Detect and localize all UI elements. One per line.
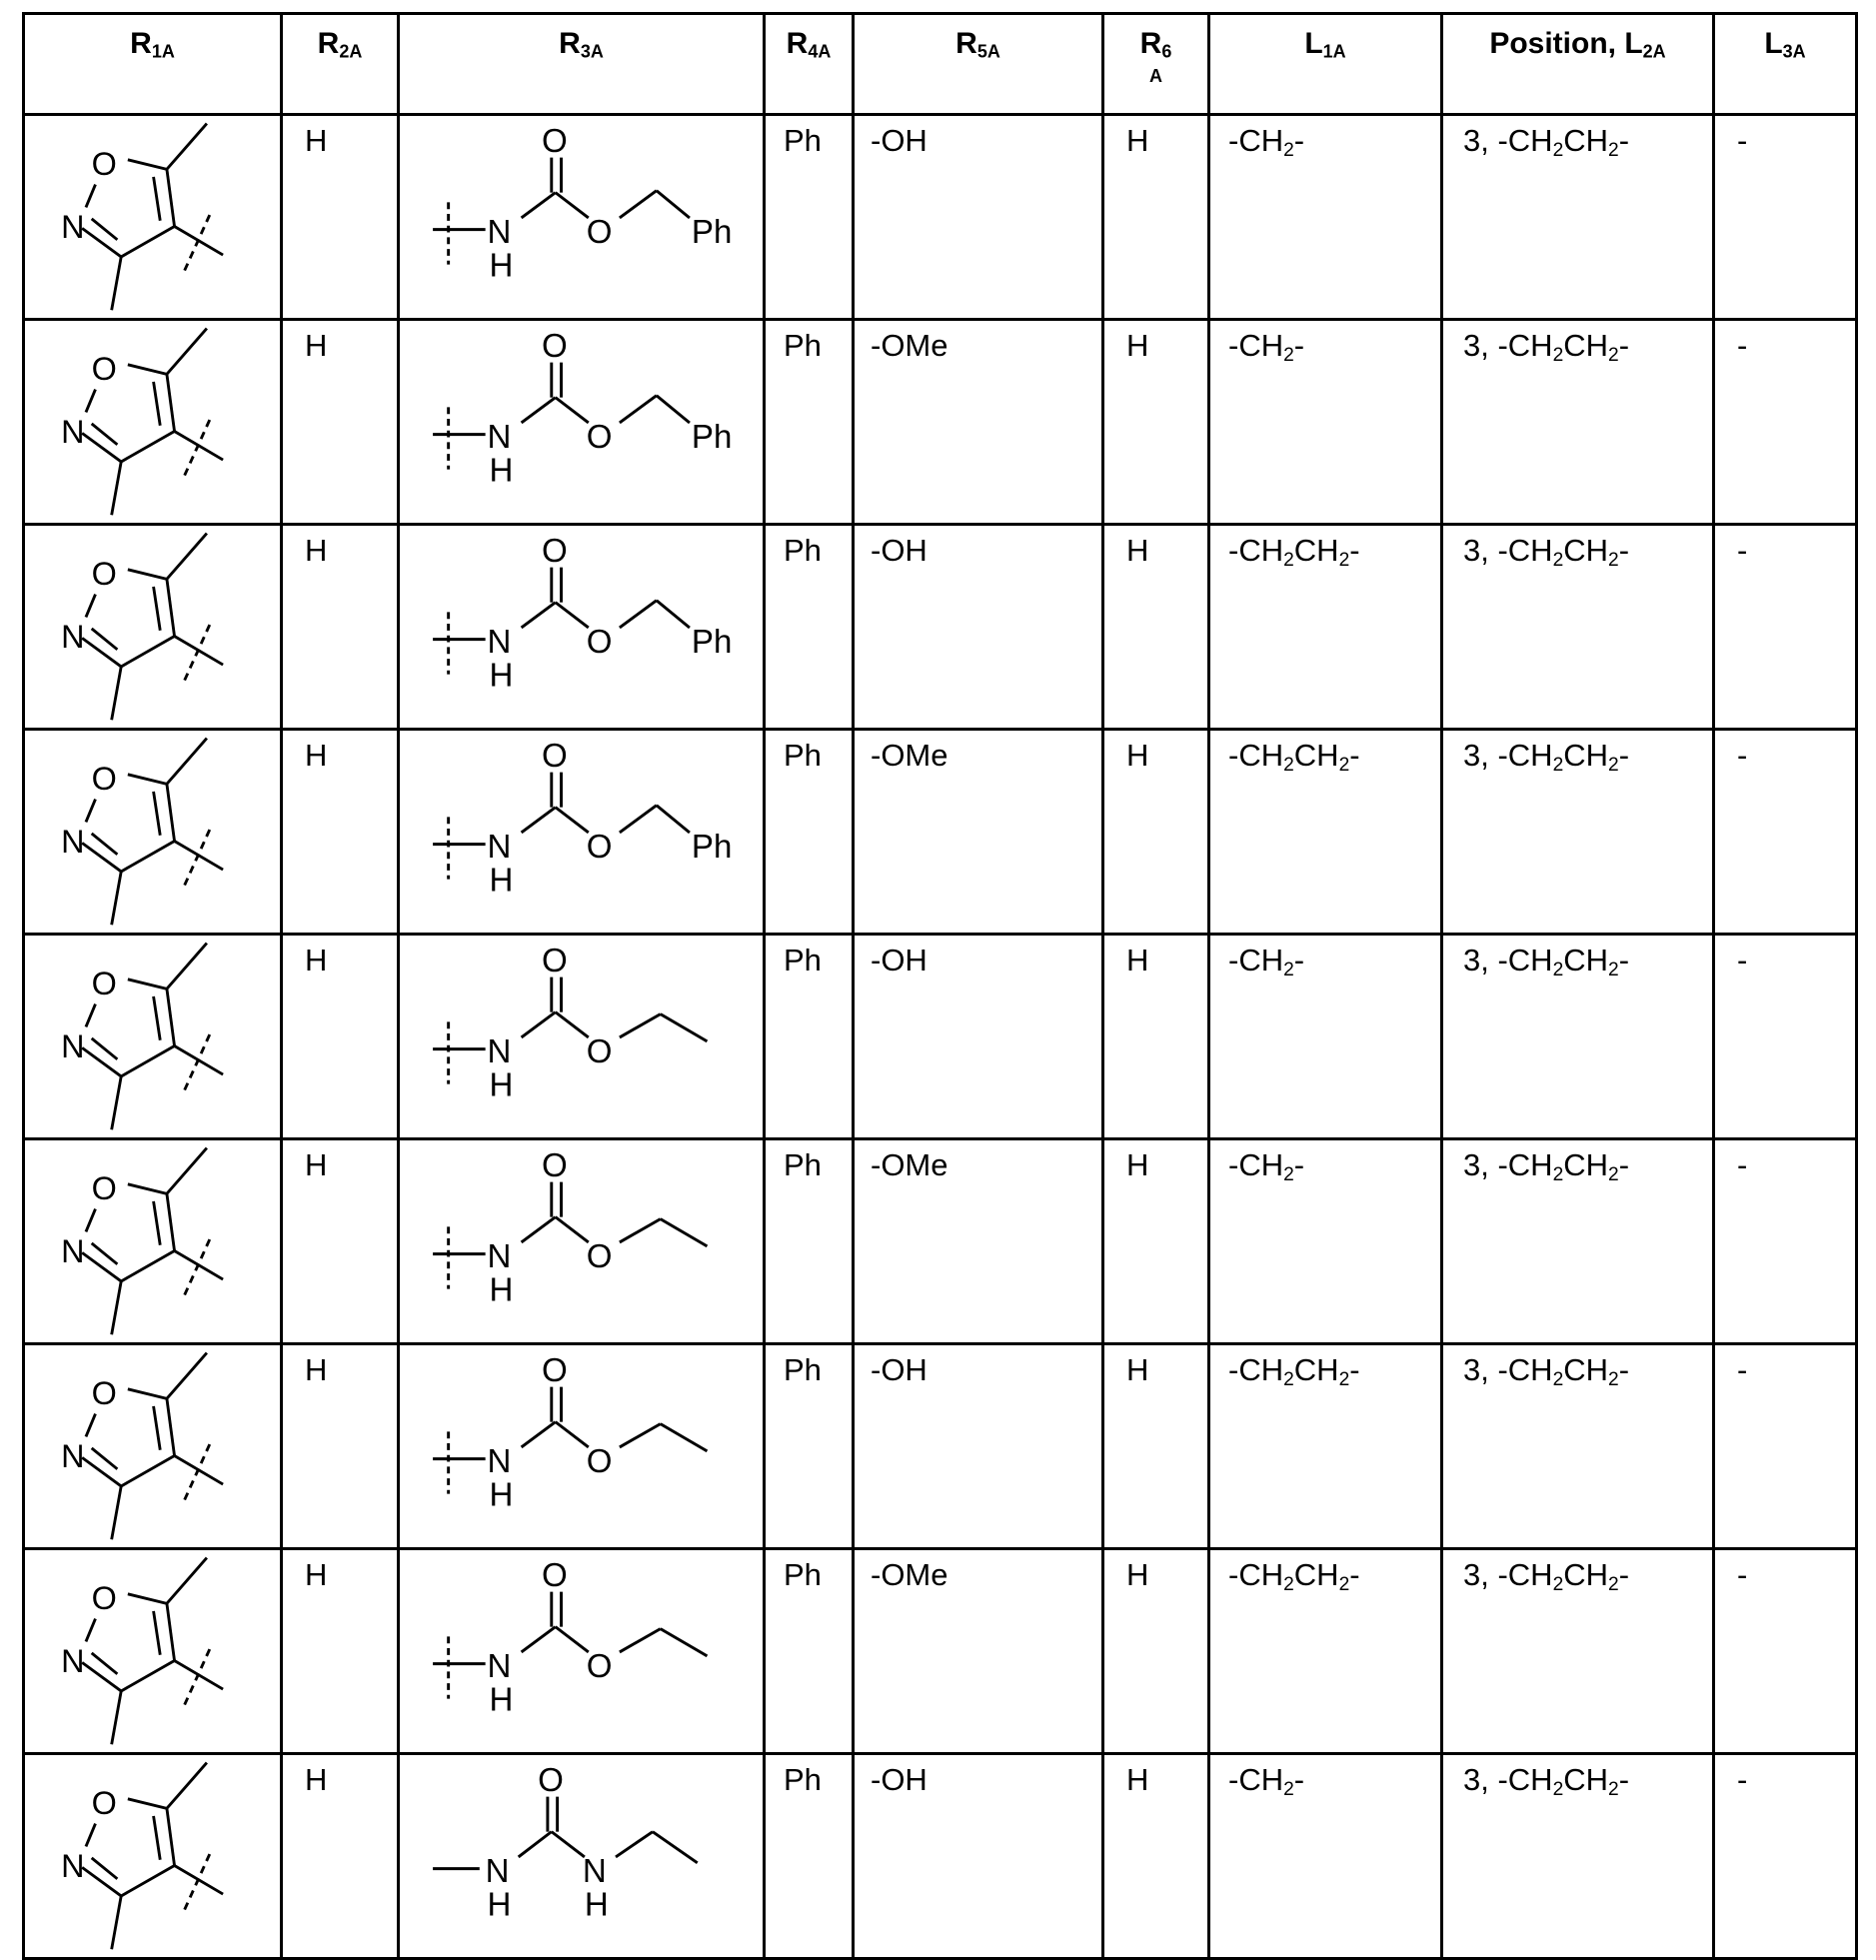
- isoxazole-structure: [25, 1345, 265, 1545]
- table-row: [24, 115, 1857, 320]
- cell-r5a: -OH: [854, 1754, 1103, 1959]
- cell-r5a: -OH: [854, 525, 1103, 730]
- cell-l3a: -: [1714, 320, 1857, 525]
- header-r2a: $R_{2A}$: [282, 14, 399, 115]
- header-r1a: $R_{1A}$: [24, 14, 282, 115]
- cell-r5a: -OH: [854, 935, 1103, 1139]
- cell-r2a: H: [282, 320, 399, 525]
- cell-l3a: -: [1714, 1549, 1857, 1754]
- r3a-structure: [400, 1755, 760, 1955]
- r3a-structure: [400, 731, 760, 931]
- cell-r3a: [399, 1549, 765, 1754]
- cell-r2a: H: [282, 1344, 399, 1549]
- cell-r1a: [24, 1344, 282, 1549]
- cell-r3a: [399, 115, 765, 320]
- cell-r2a: H: [282, 1754, 399, 1959]
- r3a-structure: [400, 116, 760, 316]
- cell-r3a: [399, 525, 765, 730]
- cell-r3a: [399, 935, 765, 1139]
- svg-text:H: H: [584, 1886, 609, 1924]
- isoxazole-structure: [25, 321, 265, 521]
- isoxazole-structure: [25, 116, 265, 316]
- cell-l3a: -: [1714, 1139, 1857, 1344]
- table-row: [24, 1344, 1857, 1549]
- cell-l3a: -: [1714, 525, 1857, 730]
- cell-r4a: Ph: [765, 525, 854, 730]
- cell-r2a: H: [282, 935, 399, 1139]
- cell-r4a: Ph: [765, 1139, 854, 1344]
- cell-r6a: H: [1103, 320, 1209, 525]
- cell-r1a: [24, 730, 282, 935]
- cell-position-l2a: 3, $-CH_2CH_2-$: [1442, 1549, 1714, 1754]
- table-row: [24, 1549, 1857, 1754]
- r3a-structure: [400, 1550, 760, 1750]
- table-row: [24, 525, 1857, 730]
- cell-r1a: [24, 1139, 282, 1344]
- cell-r5a: -OMe: [854, 730, 1103, 935]
- isoxazole-structure: [25, 731, 265, 931]
- cell-r5a: -OMe: [854, 320, 1103, 525]
- table-row: [24, 1754, 1857, 1959]
- cell-r4a: Ph: [765, 1549, 854, 1754]
- r3a-structure: [400, 526, 760, 726]
- phenyl-label: Ph: [691, 829, 733, 867]
- cell-l1a: $-CH_2CH_2-$: [1209, 1344, 1442, 1549]
- cell-r4a: Ph: [765, 730, 854, 935]
- header-row: [24, 14, 1857, 115]
- substituent-table: [22, 12, 1858, 1960]
- cell-l3a: -: [1714, 115, 1857, 320]
- cell-position-l2a: 3, $-CH_2CH_2-$: [1442, 1139, 1714, 1344]
- cell-r1a: [24, 525, 282, 730]
- cell-l1a: $-CH_2CH_2-$: [1209, 525, 1442, 730]
- cell-r4a: Ph: [765, 1754, 854, 1959]
- cell-l1a: $-CH_2-$: [1209, 1754, 1442, 1959]
- cell-position-l2a: 3, $-CH_2CH_2-$: [1442, 935, 1714, 1139]
- isoxazole-structure: [25, 1550, 265, 1750]
- phenyl-label: Ph: [691, 214, 733, 252]
- cell-r4a: Ph: [765, 320, 854, 525]
- cell-r4a: Ph: [765, 115, 854, 320]
- table-row: [24, 935, 1857, 1139]
- cell-r5a: -OMe: [854, 1139, 1103, 1344]
- cell-position-l2a: 3, $-CH_2CH_2-$: [1442, 730, 1714, 935]
- svg-text:O: O: [538, 1761, 564, 1799]
- cell-r3a: [399, 730, 765, 935]
- cell-r3a: [399, 320, 765, 525]
- r3a-structure: [400, 936, 760, 1135]
- header-r6a: $R_6$ A: [1103, 14, 1209, 115]
- cell-position-l2a: 3, $-CH_2CH_2-$: [1442, 525, 1714, 730]
- r3a-structure: [400, 1345, 760, 1545]
- cell-r6a: H: [1103, 1754, 1209, 1959]
- cell-r1a: [24, 1549, 282, 1754]
- cell-l3a: -: [1714, 1754, 1857, 1959]
- isoxazole-structure: [25, 1755, 265, 1955]
- cell-r3a: [399, 1139, 765, 1344]
- header-l1a: $L_{1A}$: [1209, 14, 1442, 115]
- cell-r2a: H: [282, 115, 399, 320]
- cell-position-l2a: 3, $-CH_2CH_2-$: [1442, 1344, 1714, 1549]
- cell-r6a: H: [1103, 525, 1209, 730]
- header-r3a: $R_{3A}$: [399, 14, 765, 115]
- header-l3a: $L_{3A}$: [1714, 14, 1857, 115]
- cell-r2a: H: [282, 1139, 399, 1344]
- isoxazole-structure: [25, 936, 265, 1135]
- table-row: [24, 320, 1857, 525]
- cell-r6a: H: [1103, 935, 1209, 1139]
- cell-l1a: $-CH_2-$: [1209, 115, 1442, 320]
- cell-l1a: $-CH_2-$: [1209, 320, 1442, 525]
- cell-l1a: $-CH_2CH_2-$: [1209, 730, 1442, 935]
- cell-r1a: [24, 115, 282, 320]
- cell-l3a: -: [1714, 1344, 1857, 1549]
- cell-r3a: [399, 1754, 765, 1959]
- r3a-structure: [400, 321, 760, 521]
- r3a-structure: [400, 1140, 760, 1340]
- header-r4a: $R_{4A}$: [765, 14, 854, 115]
- table-row: [24, 1139, 1857, 1344]
- svg-text:N: N: [582, 1853, 607, 1891]
- cell-r6a: H: [1103, 1344, 1209, 1549]
- header-position-l2a: Position, $L_{2A}$: [1442, 14, 1714, 115]
- cell-r2a: H: [282, 525, 399, 730]
- cell-r6a: H: [1103, 1549, 1209, 1754]
- isoxazole-structure: [25, 1140, 265, 1340]
- header-r5a: $R_{5A}$: [854, 14, 1103, 115]
- cell-position-l2a: 3, $-CH_2CH_2-$: [1442, 1754, 1714, 1959]
- cell-l3a: -: [1714, 730, 1857, 935]
- svg-text:N: N: [485, 1853, 510, 1891]
- cell-r6a: H: [1103, 730, 1209, 935]
- phenyl-label: Ph: [691, 624, 733, 662]
- cell-r4a: Ph: [765, 1344, 854, 1549]
- cell-r5a: -OH: [854, 115, 1103, 320]
- table-row: [24, 730, 1857, 935]
- phenyl-label: Ph: [691, 419, 733, 457]
- cell-l1a: $-CH_2CH_2-$: [1209, 1549, 1442, 1754]
- cell-r1a: [24, 320, 282, 525]
- cell-r1a: [24, 1754, 282, 1959]
- svg-text:H: H: [487, 1886, 512, 1924]
- cell-r5a: -OMe: [854, 1549, 1103, 1754]
- cell-r6a: H: [1103, 1139, 1209, 1344]
- cell-position-l2a: 3, $-CH_2CH_2-$: [1442, 320, 1714, 525]
- cell-l1a: $-CH_2-$: [1209, 1139, 1442, 1344]
- cell-r3a: [399, 1344, 765, 1549]
- cell-l1a: $-CH_2-$: [1209, 935, 1442, 1139]
- cell-r5a: -OH: [854, 1344, 1103, 1549]
- cell-r4a: Ph: [765, 935, 854, 1139]
- isoxazole-structure: [25, 526, 265, 726]
- cell-position-l2a: 3, $-CH_2CH_2-$: [1442, 115, 1714, 320]
- cell-r2a: H: [282, 730, 399, 935]
- cell-r6a: H: [1103, 115, 1209, 320]
- cell-r2a: H: [282, 1549, 399, 1754]
- cell-r1a: [24, 935, 282, 1139]
- cell-l3a: -: [1714, 935, 1857, 1139]
